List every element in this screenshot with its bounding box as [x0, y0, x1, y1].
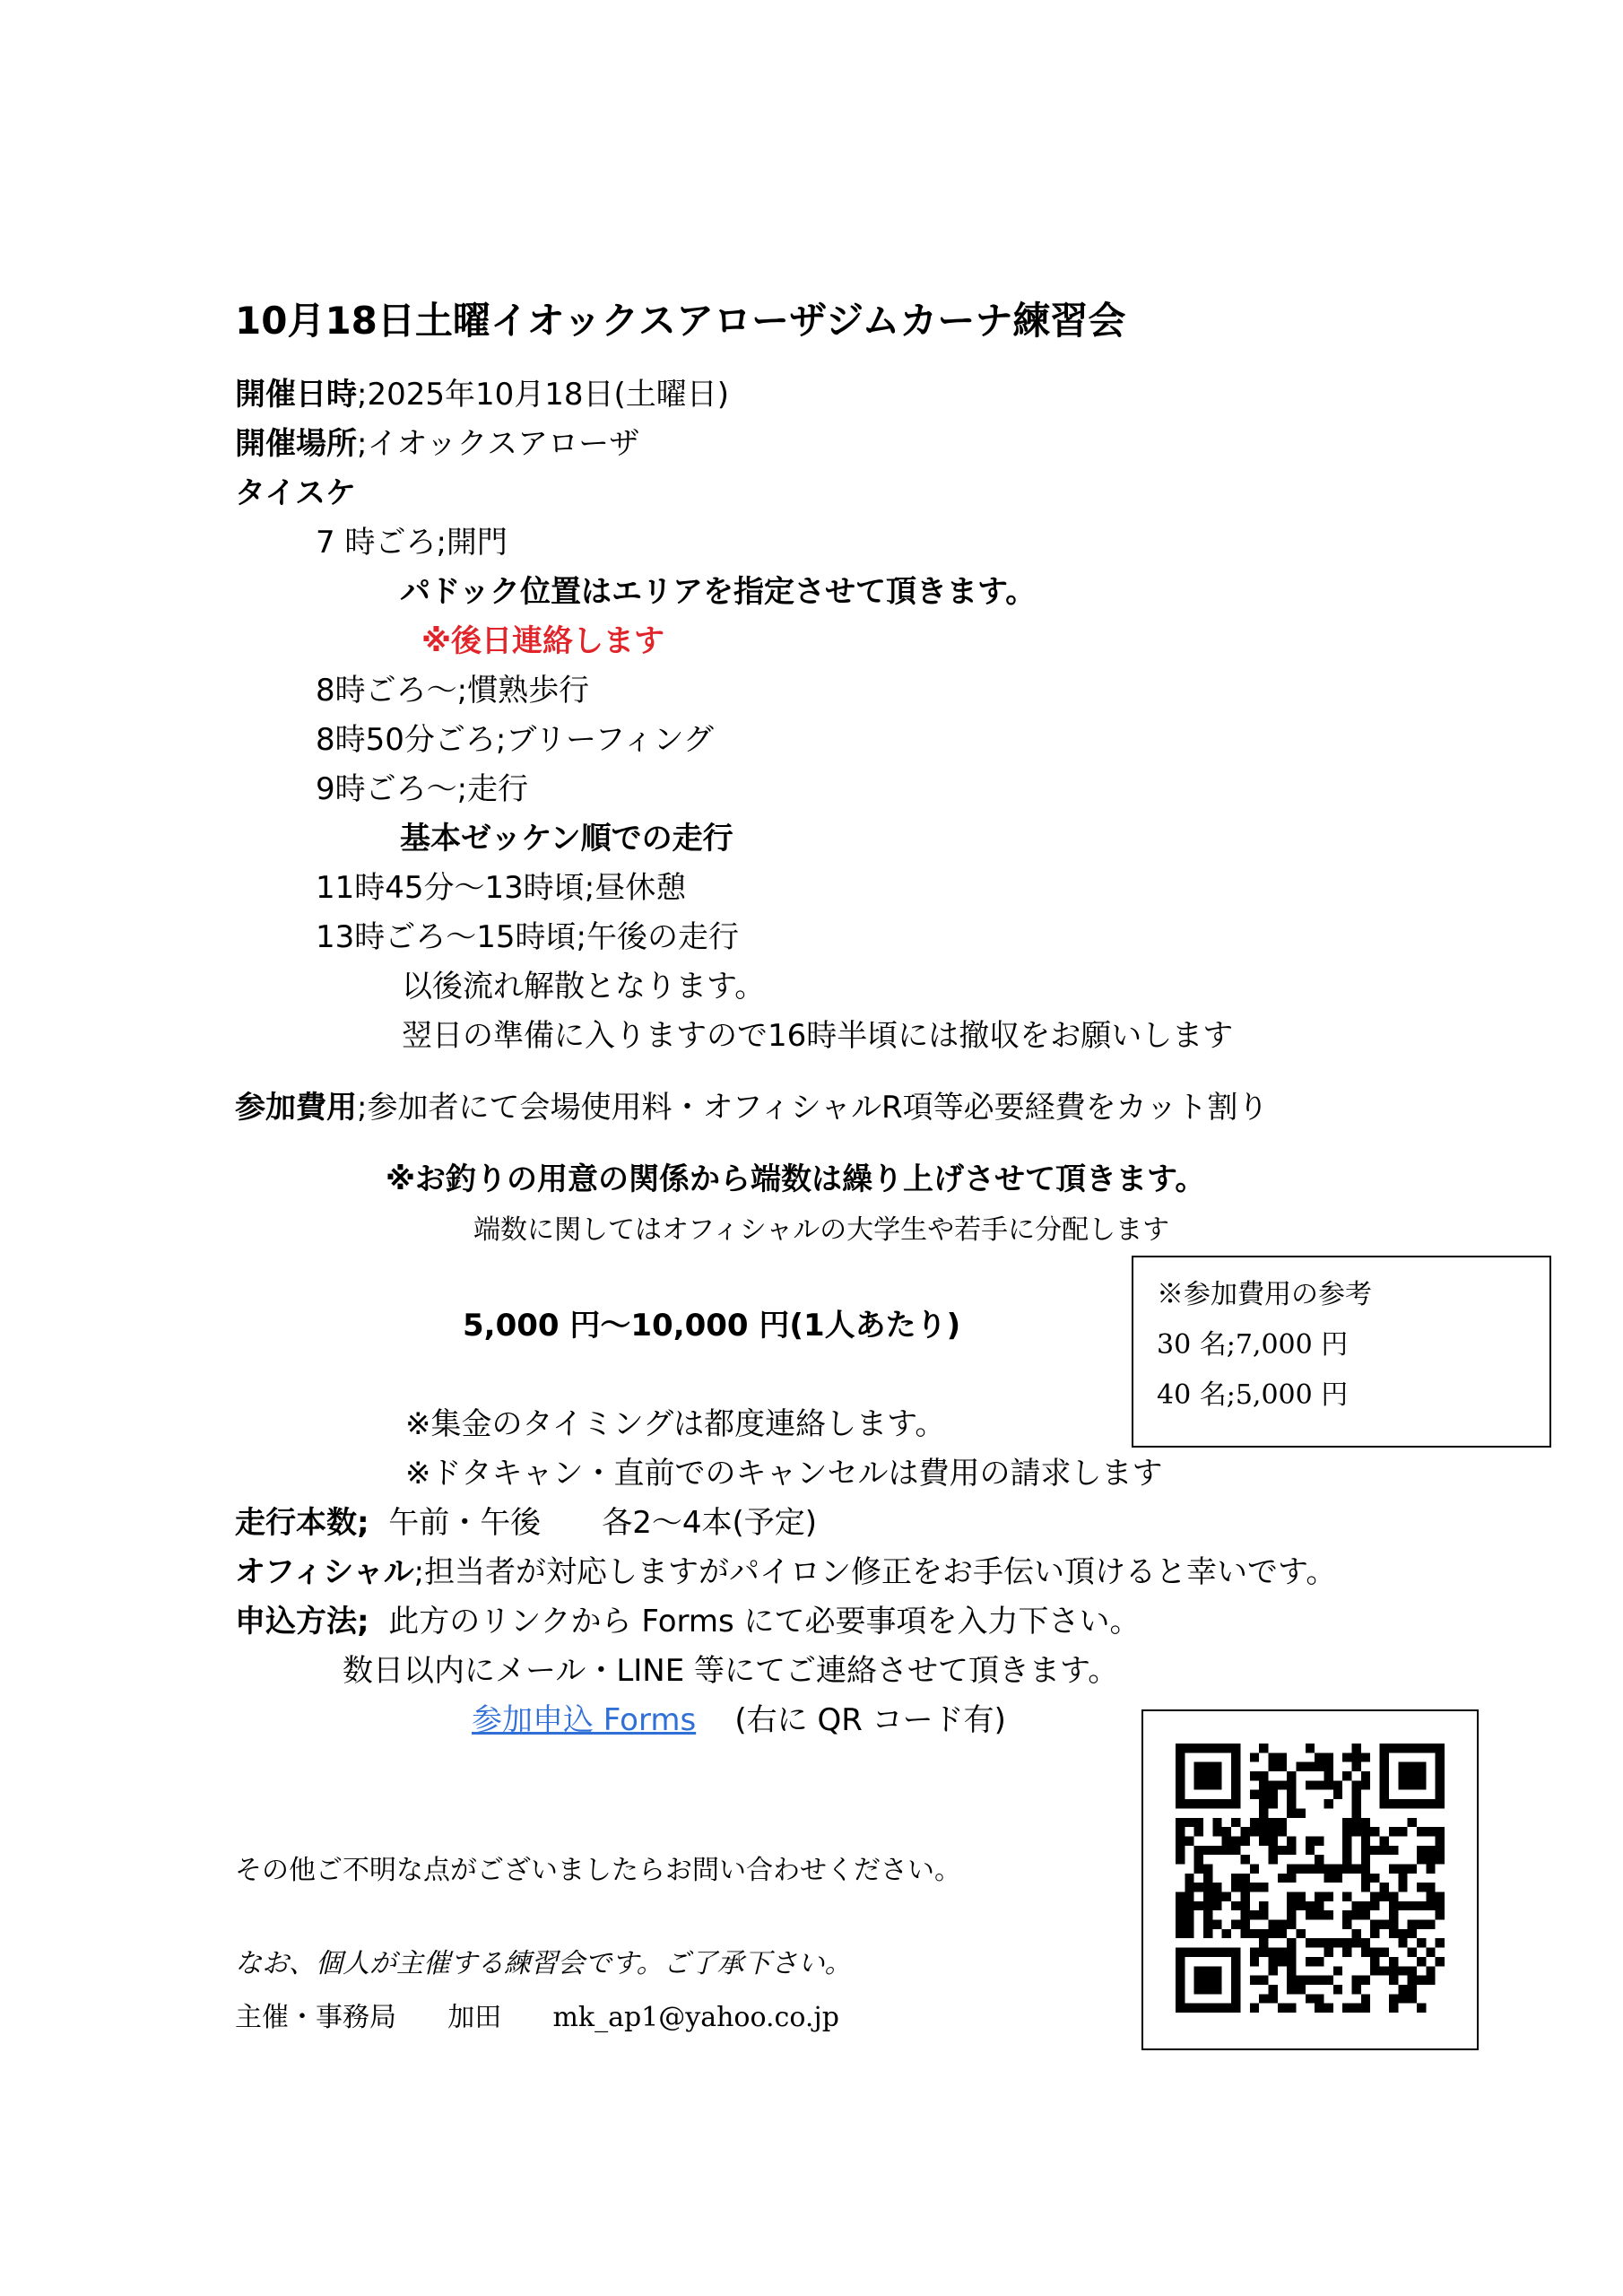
schedule-line-briefing: 8時50分ごろ;ブリーフィング — [316, 722, 714, 758]
event-venue-sep: ; — [357, 426, 368, 462]
organizer-label: 主催・事務局 — [235, 2002, 396, 2033]
qr-code-icon[interactable] — [1176, 1744, 1445, 2013]
event-venue — [235, 424, 639, 464]
schedule-cleanup-note: 翌日の準備に入りますので16時半頃には撤収をお願いします — [402, 1018, 1234, 1054]
schedule-line-walk: 8時ごろ〜;慣熟歩行 — [316, 673, 590, 709]
event-date-label: 開催日時 — [235, 377, 357, 413]
event-venue-label: 開催場所 — [235, 426, 357, 462]
apply-form-line — [472, 1700, 1006, 1740]
fee-sep: ; — [357, 1090, 368, 1126]
schedule-red-note: ※後日連絡します — [421, 623, 665, 659]
footer-organizer — [235, 1998, 839, 2038]
fee-cancel-note: ※ドタキャン・直前でのキャンセルは費用の請求します — [405, 1456, 1163, 1492]
page-title: 10月18日土曜イオックスアローザジムカーナ練習会 — [235, 299, 1126, 343]
fee-reference-row-30: 30 名;7,000 円 — [1157, 1329, 1349, 1361]
apply-line — [235, 1602, 1141, 1641]
fee-fraction-note: 端数に関してはオフィシャルの大学生や若手に分配します — [473, 1214, 1170, 1246]
fee-reference-box — [1132, 1256, 1551, 1448]
qr-code-frame — [1141, 1709, 1479, 2050]
fee-line — [235, 1088, 1268, 1127]
official-label: オフィシャル — [235, 1554, 414, 1590]
event-date — [235, 375, 729, 414]
fee-label: 参加費用 — [235, 1090, 357, 1126]
schedule-line-run: 9時ごろ〜;走行 — [316, 771, 529, 807]
event-date-value: 2025年10月18日(土曜日) — [367, 377, 730, 413]
runs-label: 走行本数; — [235, 1505, 369, 1541]
apply-contact-note: 数日以内にメール・LINE 等にてご連絡させて頂きます。 — [343, 1653, 1119, 1689]
official-value: 担当者が対応しますがパイロン修正をお手伝い頂けると幸いです。 — [424, 1554, 1337, 1590]
fee-reference-title: ※参加費用の参考 — [1157, 1279, 1372, 1310]
organizer-email[interactable]: mk_ap1@yahoo.co.jp — [552, 2002, 839, 2033]
schedule-line-gate: 7 時ごろ;開門 — [316, 525, 508, 561]
schedule-line-afternoon: 13時ごろ〜15時頃;午後の走行 — [316, 919, 739, 955]
schedule-line-lunch: 11時45分〜13時頃;昼休憩 — [316, 870, 687, 906]
footer-disclaimer: なお、個人が主催する練習会です。ご了承下さい。 — [235, 1948, 852, 1979]
schedule-dismiss-note: 以後流れ解散となります。 — [402, 969, 766, 1004]
fee-collection-note: ※集金のタイミングは都度連絡します。 — [405, 1406, 946, 1442]
apply-qr-note: (右に QR コード有) — [734, 1702, 1006, 1738]
runs-value: 午前・午後 各2〜4本(予定) — [388, 1505, 818, 1541]
fee-reference-row-40: 40 名;5,000 円 — [1157, 1379, 1349, 1411]
schedule-run-note: 基本ゼッケン順での走行 — [400, 821, 733, 857]
fee-rounding-note: ※お釣りの用意の関係から端数は繰り上げさせて頂きます。 — [386, 1161, 1206, 1197]
event-venue-value: イオックスアローザ — [367, 426, 640, 462]
official-sep: ; — [413, 1554, 425, 1590]
fee-range: 5,000 円〜10,000 円(1人あたり) — [463, 1308, 961, 1344]
schedule-paddock-note: パドック位置はエリアを指定させて頂きます。 — [400, 574, 1037, 610]
official-line — [235, 1552, 1336, 1592]
organizer-name: 加田 — [447, 2002, 502, 2033]
apply-form-link[interactable]: 参加申込 Forms — [472, 1702, 697, 1738]
apply-label: 申込方法; — [235, 1604, 369, 1639]
schedule-heading: タイスケ — [235, 475, 356, 511]
runs-line — [235, 1503, 817, 1543]
fee-value: 参加者にて会場使用料・オフィシャルR項等必要経費をカット割り — [367, 1090, 1269, 1126]
event-date-sep: ; — [357, 377, 368, 413]
footer-questions: その他ご不明な点がございましたらお問い合わせください。 — [235, 1855, 961, 1886]
apply-value: 此方のリンクから Forms にて必要事項を入力下さい。 — [388, 1604, 1141, 1639]
